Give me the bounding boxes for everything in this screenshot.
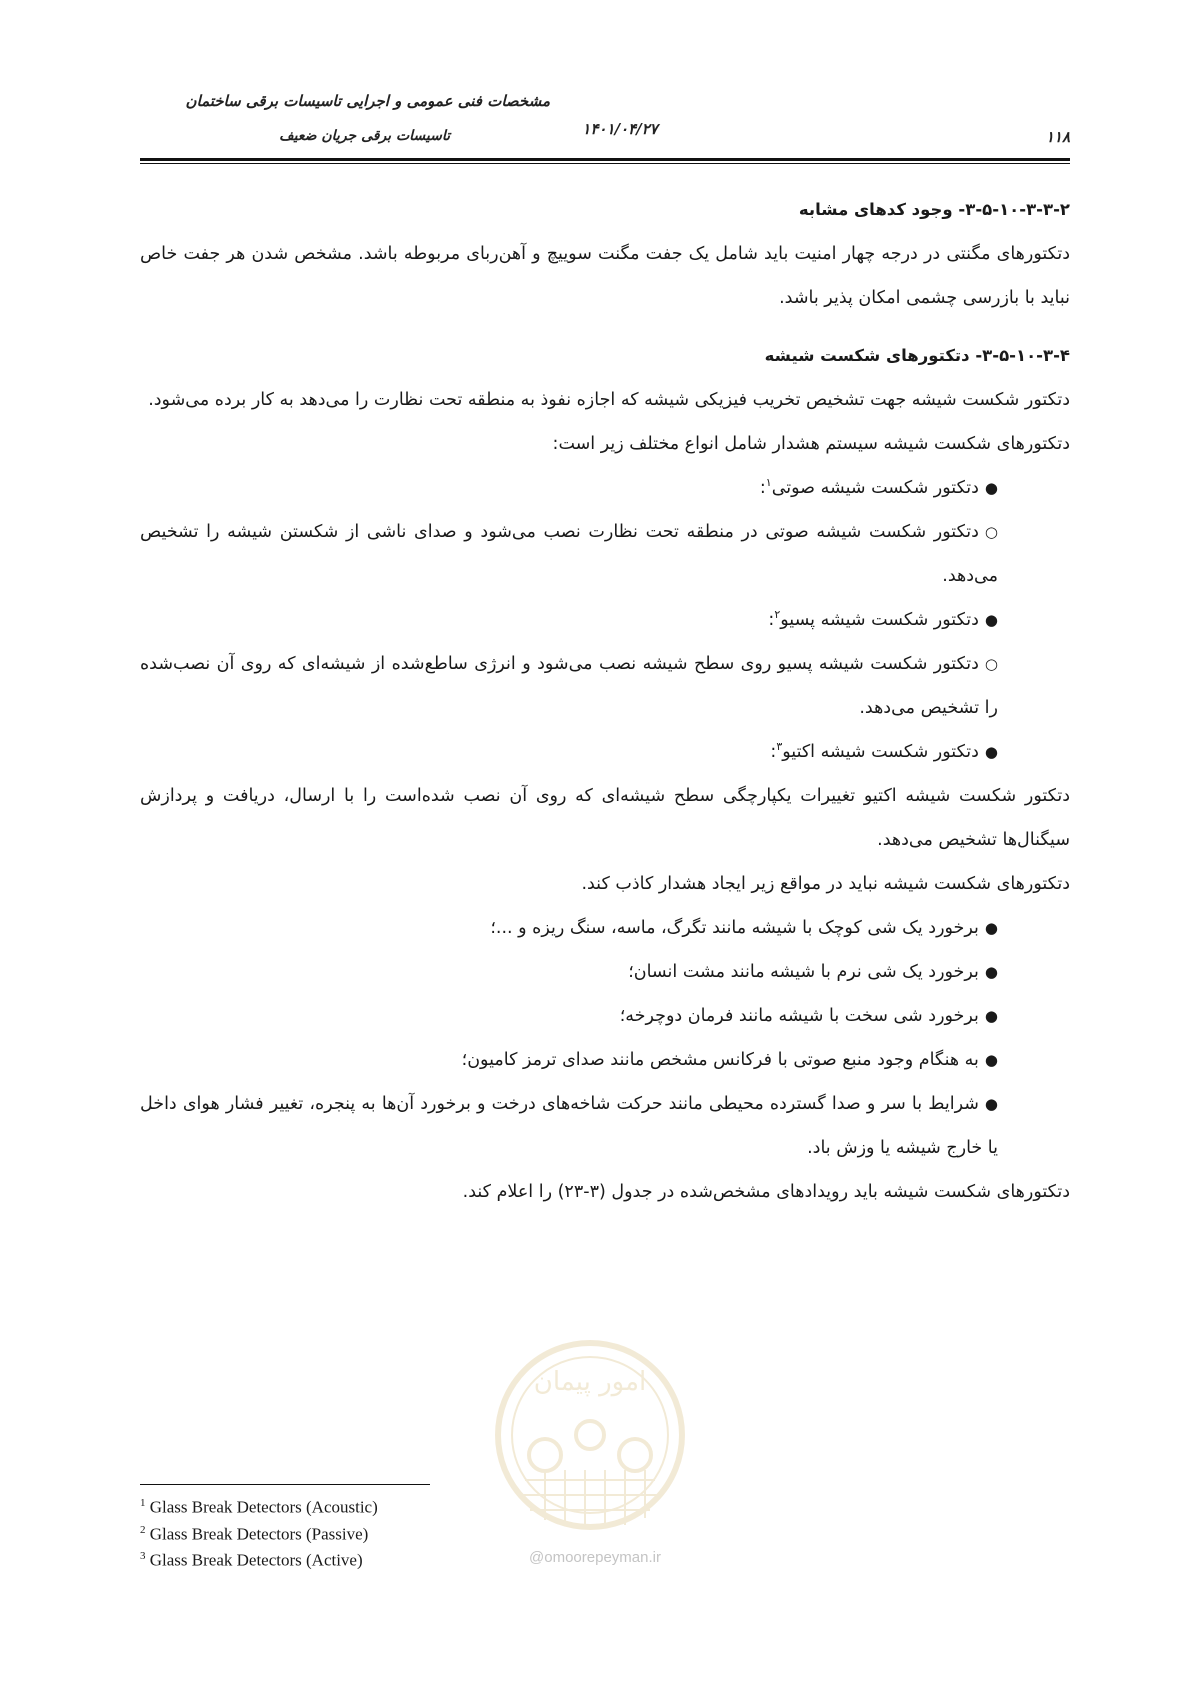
document-date: ۱۴۰۱/۰۴/۲۷ xyxy=(582,120,658,138)
footnote-ref: ۱ xyxy=(765,476,772,490)
footnote-ref: ۳ xyxy=(776,740,783,754)
list-item xyxy=(140,1038,1070,1082)
paragraph-types-intro: دتکتورهای شکست شیشه سیستم هشدار شامل انواع مختلف زیر است: xyxy=(552,434,1070,454)
list-item xyxy=(140,950,1070,994)
list-item-passive: ●دتکتور شکست شیشه پسیو$^۲$: xyxy=(140,598,1070,642)
paragraph-false-alarm-intro: دتکتورهای شکست شیشه نباید در مواقع زیر ایجاد هشدار کاذب کند. xyxy=(581,874,1070,894)
list-item-text: برخورد شی سخت با شیشه مانند فرمان دوچرخه؛ xyxy=(619,1006,979,1026)
sub-list-item-passive xyxy=(140,642,1070,730)
footnote-text: Glass Break Detectors (Active) xyxy=(149,1550,363,1570)
list-item-text: به هنگام وجود منبع صوتی با فرکانس مشخص مانند صدای ترمز کامیون؛ xyxy=(461,1050,979,1070)
footnote-ref: ۲ xyxy=(774,608,781,622)
footnote-number: 1 xyxy=(140,1497,146,1509)
header-divider-thin xyxy=(140,163,1070,164)
bullet-icon: ● xyxy=(984,611,998,629)
bullet-icon: ● xyxy=(984,1051,998,1069)
paragraph-magnetic-detectors: دتکتورهای مگنتی در درجه چهار امنیت باید شامل یک جفت مگنت سوییچ و آهن‌ربای مربوطه باشد. مشخص شدن هر جفت خاص نباید با بازرسی چشمی امکان پذیر باشد. xyxy=(140,244,1070,308)
bullet-icon: ● xyxy=(984,743,998,761)
watermark-url: @omoorepeyman.ir xyxy=(529,1549,661,1566)
footnote-item xyxy=(140,1492,540,1519)
list-item xyxy=(140,1082,1070,1170)
section-heading-similar-codes: ۳-۵-۱۰-۳-۳-۲- وجود کدهای مشابه xyxy=(798,200,1070,219)
list-item xyxy=(140,906,1070,950)
footnote-item xyxy=(140,1519,540,1546)
circle-bullet-icon: ○ xyxy=(984,523,998,541)
sub-list-item-text: دتکتور شکست شیشه صوتی در منطقه تحت نظارت نصب می‌شود و صدای ناشی از شکستن شیشه را تشخیص می‌دهد. xyxy=(140,522,998,586)
footnote-divider xyxy=(140,1484,430,1485)
footnotes xyxy=(140,1492,540,1572)
sub-list-item-text: دتکتور شکست شیشه پسیو روی سطح شیشه نصب می‌شود و انرژی ساطع‌شده از شیشه‌ای که روی آن نصب‌شده را تشخیص می‌دهد. xyxy=(140,654,998,718)
header-divider xyxy=(140,158,1070,161)
footnote-text: Glass Break Detectors (Acoustic) xyxy=(149,1497,378,1517)
page-number: ۱۱۸ xyxy=(1045,128,1070,146)
list-item-active: ●دتکتور شکست شیشه اکتیو$^۳$: xyxy=(140,730,1070,774)
list-item-text: برخورد یک شی نرم با شیشه مانند مشت انسان؛ xyxy=(628,962,979,982)
footnote-item xyxy=(140,1545,540,1572)
document-title: مشخصات فنی عمومی و اجرایی تاسیسات برقی ساختمان xyxy=(185,92,550,110)
list-item-title: دتکتور شکست شیشه پسیو xyxy=(780,610,979,630)
page-body xyxy=(140,188,1070,1214)
paragraph-closing: دتکتورهای شکست شیشه باید رویدادهای مشخص‌شده در جدول (۳-۲۳) را اعلام کند. xyxy=(462,1182,1070,1202)
list-item-title: دتکتور شکست شیشه صوتی xyxy=(771,478,979,498)
bullet-icon: ● xyxy=(984,479,998,497)
sub-list-item-acoustic xyxy=(140,510,1070,598)
bullet-icon: ● xyxy=(984,963,998,981)
list-item-text: برخورد یک شی کوچک با شیشه مانند تگرگ، ماسه، سنگ ریزه و ...؛ xyxy=(490,918,979,938)
footnote-number: 3 xyxy=(140,1550,146,1563)
section-heading-glass-break: ۳-۵-۱۰-۳-۴- دتکتورهای شکست شیشه xyxy=(764,346,1070,365)
list-item xyxy=(140,994,1070,1038)
circle-bullet-icon: ○ xyxy=(984,655,998,673)
list-item-text: شرایط با سر و صدا گسترده محیطی مانند حرکت شاخه‌های درخت و برخورد آن‌ها به پنجره، تغییر فشار هوای داخل یا خارج شیشه یا وزش باد. xyxy=(140,1094,998,1158)
paragraph-glass-break-intro: دتکتور شکست شیشه جهت تشخیص تخریب فیزیکی شیشه که اجازه نفوذ به منطقه تحت نظارت را می‌دهد به کار برده می‌شود. xyxy=(148,390,1070,410)
watermark-text: امور پیمان xyxy=(533,1367,647,1397)
bullet-icon: ● xyxy=(984,1095,998,1113)
bullet-icon: ● xyxy=(984,919,998,937)
footnote-text: Glass Break Detectors (Passive) xyxy=(149,1524,369,1544)
list-item-title: دتکتور شکست شیشه اکتیو xyxy=(782,742,979,762)
bullet-icon: ● xyxy=(984,1007,998,1025)
paragraph-active-desc: دتکتور شکست شیشه اکتیو تغییرات یکپارچگی سطح شیشه‌ای که روی آن نصب شده‌است را با ارسال، دریافت و پردازش سیگنال‌ها تشخیص می‌دهد. xyxy=(140,786,1070,850)
footnote-number: 2 xyxy=(140,1523,146,1536)
chapter-subtitle: تاسیسات برقی جریان ضعیف xyxy=(279,128,450,144)
list-item-acoustic: ●دتکتور شکست شیشه صوتی$^۱$: xyxy=(140,466,1070,510)
